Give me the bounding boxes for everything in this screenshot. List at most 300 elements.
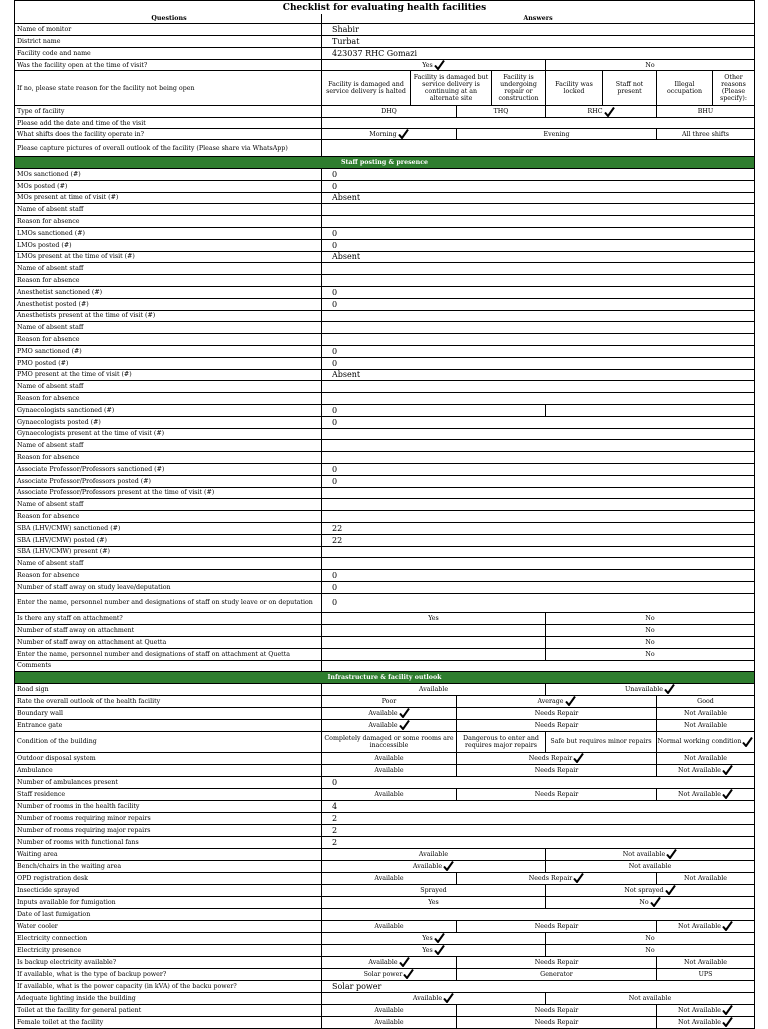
table-row [14, 861, 755, 873]
answer-cell-text: Needs Repair [534, 709, 579, 717]
answer-cell-text: Yes [422, 946, 433, 954]
table-row [14, 299, 755, 311]
answer-cell [322, 637, 546, 648]
answer-cell [322, 921, 457, 932]
answer-cell-text: 0 [332, 358, 338, 368]
answer-cell [322, 909, 754, 920]
answer-cell [322, 169, 754, 180]
table-row [14, 696, 755, 708]
answer-cell [322, 181, 754, 192]
answer-cell [657, 71, 713, 105]
checkmark-icon [742, 737, 753, 747]
answer-cell-text: Sprayed [420, 886, 447, 894]
checkmark-icon [443, 861, 454, 871]
question-label [15, 228, 322, 239]
checkmark-icon [399, 708, 410, 718]
question-label-text: Associate Professor/Professors present at the time of visit (#) [17, 489, 215, 497]
question-label-text: Gynaecologists present at the time of visit (#) [17, 430, 165, 438]
answer-cell-text: Available [374, 790, 404, 798]
answer-cell-text: Dangerous to enter and requires major repairs [463, 734, 539, 749]
checkmark-icon [650, 897, 661, 907]
answer-cell [546, 933, 754, 944]
answer-cell [657, 957, 754, 968]
question-label [15, 535, 322, 546]
answer-cell-text: Needs Repair [534, 1018, 579, 1026]
answer-cell-text: 22 [332, 535, 343, 545]
question-label-text: PMO present at the time of visit (#) [17, 371, 132, 379]
answer-cell-text: Available [418, 850, 449, 858]
question-label-text: Number of staff away on study leave/deputation [17, 583, 171, 591]
answer-cell [322, 873, 457, 884]
table-row [14, 216, 755, 228]
question-label [15, 523, 322, 534]
answer-cell-text: 0 [332, 240, 338, 250]
question-label-text: Electricity connection [17, 934, 88, 942]
question-label [15, 993, 322, 1004]
answer-cell [457, 696, 657, 707]
answer-cell-text: Staff not present [615, 81, 644, 95]
question-label [15, 311, 322, 322]
table-row [14, 140, 755, 157]
table-row [14, 684, 755, 696]
table-row [14, 334, 755, 346]
question-label-text: Number of staff away on attachment at Quetta [17, 638, 167, 646]
section-header [14, 672, 755, 684]
answer-cell [322, 957, 457, 968]
table-row [14, 981, 755, 993]
question-label-text: Inputs available for fumigation [17, 898, 116, 906]
table-row [14, 204, 755, 216]
answer-cell [322, 106, 457, 117]
answer-cell [322, 594, 754, 612]
answer-cell [322, 777, 754, 788]
answer-cell-text: 0 [332, 598, 338, 608]
question-label [15, 299, 322, 310]
table-row [14, 417, 755, 429]
question-label [15, 594, 322, 612]
question-label-text: Name of absent staff [17, 206, 84, 214]
answer-cell [322, 897, 546, 908]
answer-cell-text: Not Available [678, 790, 721, 798]
question-label [15, 511, 322, 522]
question-label [15, 801, 322, 812]
answer-cell [411, 71, 492, 105]
question-label [15, 765, 322, 776]
answer-cell-text: Available [368, 958, 398, 966]
table-row [14, 873, 755, 885]
question-label-text: What shifts does the facility operate in? [17, 130, 145, 138]
question-label [15, 393, 322, 404]
answer-cell-text: Poor [381, 697, 397, 705]
table-row [14, 1005, 755, 1017]
answer-cell-text: Illegal occupation [666, 81, 703, 95]
answer-cell-text: No [645, 638, 655, 646]
question-label-text: Number of ambulances present [17, 778, 118, 786]
answer-cell [457, 1017, 657, 1028]
table-row [14, 228, 755, 240]
answer-cell [546, 613, 754, 624]
answer-cell [657, 1005, 754, 1016]
answer-cell [322, 753, 457, 764]
table-row [14, 393, 755, 405]
answer-cell [322, 417, 754, 428]
answer-cell [322, 488, 754, 499]
answer-cell [322, 837, 754, 848]
question-label-text: PMO sanctioned (#) [17, 347, 82, 355]
answer-cell [657, 789, 754, 800]
question-label-text: If available, what is the power capacity (in kVA) of the backu power? [17, 982, 237, 990]
question-label-text: LMOs posted (#) [17, 241, 72, 249]
question-label [15, 708, 322, 719]
question-label-text: Insecticide sprayed [17, 886, 80, 894]
answer-cell-text: 0 [332, 417, 338, 427]
table-row [14, 346, 755, 358]
question-label-text: Date of last fumigation [17, 910, 91, 918]
answer-cell-text: 0 [332, 169, 338, 179]
question-label [15, 825, 322, 836]
answer-cell [322, 499, 754, 510]
question-label [15, 140, 322, 156]
question-label [15, 275, 322, 286]
answer-cell [322, 36, 754, 47]
question-label [15, 945, 322, 956]
answer-cell-text: Absent [332, 252, 361, 262]
table-row [14, 1017, 755, 1029]
table-row [14, 957, 755, 969]
answer-cell [657, 969, 754, 980]
answer-cell [457, 720, 657, 731]
answer-cell-text: 2 [332, 837, 338, 847]
table-row [14, 370, 755, 382]
answer-cell-text: Available [368, 721, 398, 729]
question-label-text: Entrance gate [17, 721, 63, 729]
question-label-text: PMO posted (#) [17, 359, 69, 367]
table-row [14, 71, 755, 106]
answer-cell [322, 299, 754, 310]
answer-cell [322, 118, 754, 128]
question-label-text: Number of rooms in the health facility [17, 802, 140, 810]
answer-cell [713, 71, 754, 105]
question-label [15, 181, 322, 192]
question-label [15, 813, 322, 824]
question-label [15, 732, 322, 752]
table-row [14, 933, 755, 945]
answer-cell [322, 981, 754, 992]
answer-cell [322, 720, 457, 731]
answer-cell-text: Generator [540, 970, 573, 978]
answer-cell [322, 440, 754, 451]
answer-cell [322, 263, 754, 274]
answer-cell [657, 921, 754, 932]
question-label [15, 381, 322, 392]
question-label-text: Electricity presence [17, 946, 82, 954]
answer-cell [546, 861, 754, 872]
table-row [14, 287, 755, 299]
answer-cell-text: Not available [622, 850, 666, 858]
question-label [15, 696, 322, 707]
question-label-text: Name of absent staff [17, 265, 84, 273]
question-label-text: If no, please state reason for the facility not being open [17, 84, 195, 92]
question-label-text: Please capture pictures of overall outlook of the facility (Please share via WhatsApp) [17, 144, 288, 152]
question-label [15, 60, 322, 70]
answer-cell [322, 193, 754, 204]
answer-cell [492, 71, 546, 105]
answer-cell-text: Available [418, 685, 449, 693]
question-label-text: Reason for absence [17, 454, 80, 462]
question-label [15, 440, 322, 451]
answer-cell-text: Facility is damaged but service delivery is continuing at an alternate site [413, 74, 489, 102]
question-label-text: Name of monitor [17, 26, 72, 33]
answer-cell-text: Needs Repair [528, 754, 573, 762]
table-row [14, 129, 755, 140]
table-row [14, 777, 755, 789]
table-row [14, 169, 755, 181]
question-label [15, 216, 322, 227]
answer-cell [457, 753, 657, 764]
answer-cell [457, 873, 657, 884]
answer-cell-text: 0 [332, 571, 338, 581]
section-title-text: Infrastructure & facility outlook [327, 673, 442, 681]
question-label-text: Staff residence [17, 790, 66, 798]
answer-cell-text: Answers [523, 15, 553, 22]
table-row [14, 275, 755, 287]
answer-cell [322, 885, 546, 896]
table-row [14, 106, 755, 118]
question-label [15, 1017, 322, 1028]
answer-cell [322, 334, 754, 345]
answer-cell [322, 393, 754, 404]
question-label [15, 957, 322, 968]
question-label [15, 370, 322, 381]
answer-cell [546, 945, 754, 956]
table-row [14, 849, 755, 861]
answer-cell [657, 753, 754, 764]
answer-cell-text: Available [374, 1006, 404, 1014]
answer-cell-text: Not Available [678, 922, 721, 930]
table-row [14, 885, 755, 897]
checkmark-icon [403, 969, 414, 979]
answer-cell-text: Available [374, 874, 404, 882]
answer-cell-text: Yes [428, 898, 439, 906]
question-label [15, 24, 322, 35]
table-row [14, 358, 755, 370]
question-label-text: Number of rooms requiring major repairs [17, 826, 151, 834]
answer-cell-text: 0 [332, 405, 338, 415]
question-label-text: Condition of the building [17, 738, 97, 746]
answer-cell-text: Yes [422, 934, 433, 942]
question-label-text: Road sign [17, 685, 49, 693]
table-row [14, 921, 755, 933]
answer-cell-text: Needs Repair [534, 721, 579, 729]
answer-cell [322, 358, 754, 369]
question-label [15, 625, 322, 636]
answer-cell [322, 60, 546, 70]
question-label-text: Number of rooms requiring minor repairs [17, 814, 151, 822]
answer-cell-text: Not sprayed [624, 886, 664, 894]
table-row [14, 582, 755, 594]
answer-cell-text: Not Available [684, 721, 727, 729]
question-label-text: SBA (LHV/CMW) posted (#) [17, 536, 108, 544]
checkmark-icon [434, 945, 445, 955]
answer-cell-text: Other reasons (Please specify): [720, 74, 747, 102]
checkmark-icon [399, 720, 410, 730]
answer-cell [322, 1005, 457, 1016]
answer-cell-text: Not Available [678, 1006, 721, 1014]
question-label-text: Is there any staff on attachment? [17, 614, 123, 622]
checkmark-icon [665, 885, 676, 895]
question-label [15, 322, 322, 333]
question-label [15, 789, 322, 800]
answer-cell-text: Absent [332, 193, 361, 203]
question-label-text: Anesthetist posted (#) [17, 300, 89, 308]
question-label [15, 837, 322, 848]
answer-cell-text: Shabir [332, 25, 359, 34]
answer-cell [322, 945, 546, 956]
answer-cell [546, 649, 754, 660]
question-label-text: MOs posted (#) [17, 182, 68, 190]
question-label-text: Ambulance [17, 766, 53, 774]
question-label [15, 263, 322, 274]
answer-cell [322, 547, 754, 558]
question-label [15, 873, 322, 884]
question-label-text: Reason for absence [17, 218, 80, 226]
question-label-text: Gynaecologists sanctioned (#) [17, 406, 115, 414]
answer-cell-text: Not Available [678, 766, 721, 774]
answer-cell [322, 322, 754, 333]
question-label [15, 613, 322, 624]
answer-cell [322, 825, 754, 836]
answer-cell [546, 849, 754, 860]
answer-cell [322, 511, 754, 522]
answer-cell-text: No [645, 934, 655, 942]
answer-cell [322, 71, 411, 105]
table-row [14, 625, 755, 637]
question-label [15, 488, 322, 499]
question-label-text: Number of rooms with functional fans [17, 838, 139, 846]
answer-cell-text: Evening [543, 130, 570, 138]
answer-cell [322, 240, 754, 251]
answer-cell [457, 921, 657, 932]
answer-cell [322, 140, 754, 156]
answer-cell [457, 957, 657, 968]
answer-cell [657, 720, 754, 731]
answer-cell [457, 765, 657, 776]
answer-cell [322, 813, 754, 824]
question-label [15, 464, 322, 475]
answer-cell [322, 570, 754, 581]
question-label [15, 287, 322, 298]
question-label [15, 849, 322, 860]
answer-cell [322, 849, 546, 860]
table-row [14, 969, 755, 981]
table-row [14, 452, 755, 464]
question-label [15, 429, 322, 440]
question-label-text: Female toilet at the facility [17, 1018, 104, 1026]
question-label-text: Associate Professor/Professors posted (#) [17, 477, 151, 485]
checkmark-icon [434, 60, 445, 70]
table-row [14, 405, 755, 417]
answer-cell [322, 346, 754, 357]
checkmark-icon [399, 957, 410, 967]
answer-cell-text: Not Available [684, 754, 727, 762]
question-label [15, 547, 322, 558]
question-label [15, 252, 322, 263]
checkmark-icon [443, 993, 454, 1003]
answer-cell [546, 71, 603, 105]
question-label-text: Questions [151, 15, 187, 22]
answer-cell [322, 405, 546, 416]
table-row [14, 181, 755, 193]
table-row [14, 240, 755, 252]
answer-cell [322, 311, 754, 322]
answer-cell-text: Average [537, 697, 564, 705]
question-label-text: Was the facility open at the time of visit? [17, 61, 148, 69]
question-label [15, 358, 322, 369]
question-label-text: Adequate lighting inside the building [17, 994, 136, 1002]
answer-cell [322, 370, 754, 381]
answer-cell-text: Facility is damaged and service delivery is halted [326, 81, 406, 95]
question-label-text: Reason for absence [17, 395, 80, 403]
question-label-text: Please add the date and time of the visit [17, 119, 146, 127]
answer-cell-text: Morning [369, 130, 397, 138]
checkmark-icon [398, 129, 409, 139]
answer-cell [546, 885, 754, 896]
answer-cell [322, 789, 457, 800]
answer-cell-text: Solar power [332, 981, 382, 991]
table-row [14, 252, 755, 264]
table-row [14, 837, 755, 849]
answer-cell-text: Solar power [363, 970, 403, 978]
question-label [15, 969, 322, 980]
question-label-text: MOs present at time of visit (#) [17, 194, 119, 202]
answer-cell [322, 696, 457, 707]
table-row [14, 993, 755, 1005]
question-label-text: Name of absent staff [17, 324, 84, 332]
question-label [15, 204, 322, 215]
question-label-text: Reason for absence [17, 336, 80, 344]
table-row [14, 753, 755, 765]
question-label [15, 649, 322, 660]
answer-cell-text: Turbat [332, 37, 360, 46]
answer-cell-text: 0 [332, 464, 338, 474]
table-row [14, 24, 755, 36]
answer-cell-text: 423037 RHC Gomazi [332, 49, 418, 58]
answer-cell [546, 405, 754, 416]
answer-cell [322, 993, 546, 1004]
answer-cell [657, 873, 754, 884]
answer-cell [457, 969, 657, 980]
answer-cell [603, 71, 657, 105]
question-label [15, 570, 322, 581]
question-label [15, 476, 322, 487]
document-title: Checklist for evaluating health facilities [14, 0, 755, 14]
answer-cell [657, 106, 754, 117]
question-label-text: Anesthetists present at the time of visit (#) [17, 312, 156, 320]
answer-cell-text: 2 [332, 825, 338, 835]
table-row [14, 464, 755, 476]
question-label [15, 71, 322, 105]
question-label-text: Number of staff away on attachment [17, 626, 135, 634]
question-label [15, 661, 322, 671]
table-row [14, 897, 755, 909]
question-label [15, 558, 322, 569]
answer-cell [457, 789, 657, 800]
question-label-text: Name of absent staff [17, 383, 84, 391]
answer-cell [322, 625, 546, 636]
table-row [14, 429, 755, 441]
answer-cell-text: THQ [493, 108, 509, 115]
answer-cell-text: Not Available [684, 709, 727, 717]
